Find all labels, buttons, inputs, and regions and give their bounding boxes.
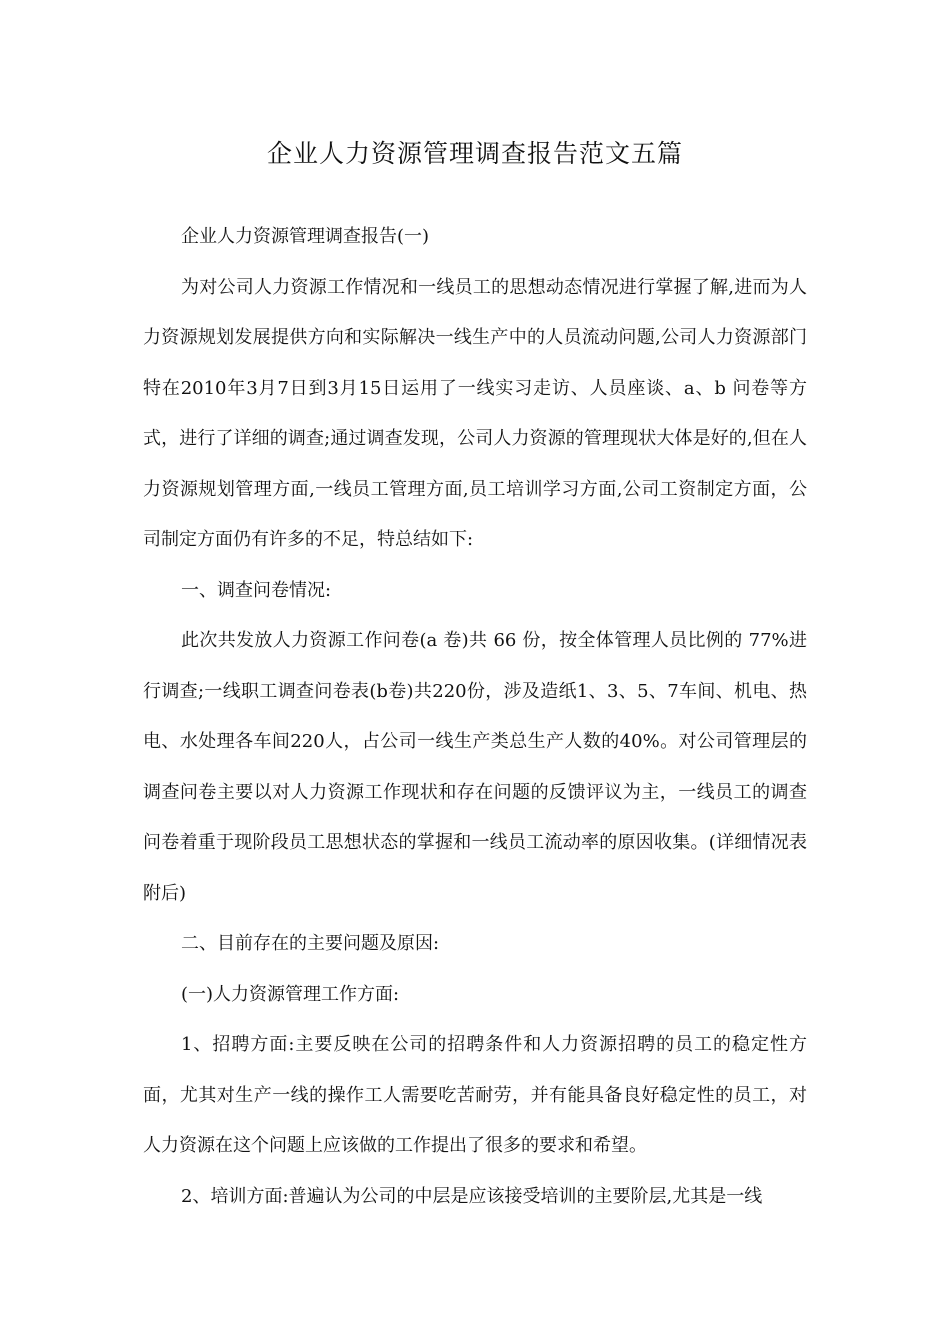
section-heading-survey: 一、调查问卷情况:	[181, 579, 332, 601]
paragraph-survey-details: 此次共发放人力资源工作问卷(a 卷)共 66 份，按全体管理人员比例的 77%进行调查;一线职工调查问卷表(b卷)共220份，涉及造纸1、3、5、7车间、机电、热电、水处理各车间220人，占公司一线生产类总生产人数的40%。对公司管理层的调查问卷主要以对人力资源工作现状和存在问题的反馈评议为主，一线员工的调查问卷着重于现阶段员工思想状态的掌握和一线员工流动率的原因收集。(详细情况表附后)	[143, 630, 807, 904]
document-title: 企业人力资源管理调查报告范文五篇	[266, 139, 683, 168]
paragraph-training: 2、培训方面:普遍认为公司的中层是应该接受培训的主要阶层,尤其是一线	[181, 1185, 763, 1207]
section-heading-report-one: 企业人力资源管理调查报告(一)	[181, 226, 430, 247]
subsection-heading-hr-work: (一)人力资源管理工作方面:	[181, 983, 400, 1005]
paragraph-recruitment: 1、招聘方面:主要反映在公司的招聘条件和人力资源招聘的员工的稳定性方面，尤其对生产一线的操作工人需要吃苦耐劳，并有能具备良好稳定性的员工，对人力资源在这个问题上应该做的工作提出了很多的要求和希望。	[143, 1034, 807, 1156]
document-body	[143, 212, 807, 1222]
paragraph-introduction: 为对公司人力资源工作情况和一线员工的思想动态情况进行掌握了解,进而为人力资源规划发展提供方向和实际解决一线生产中的人员流动问题,公司人力资源部门特在2010年3月7日到3月15日运用了一线实习走访、人员座谈、a、b 问卷等方式，进行了详细的调查;通过调查发现，公司人力资源的管理现状大体是好的,但在人力资源规划管理方面,一线员工管理方面,员工培训学习方面,公司工资制定方面，公司制定方面仍有许多的不足，特总结如下:	[143, 276, 807, 550]
section-heading-problems: 二、目前存在的主要问题及原因:	[181, 933, 440, 954]
